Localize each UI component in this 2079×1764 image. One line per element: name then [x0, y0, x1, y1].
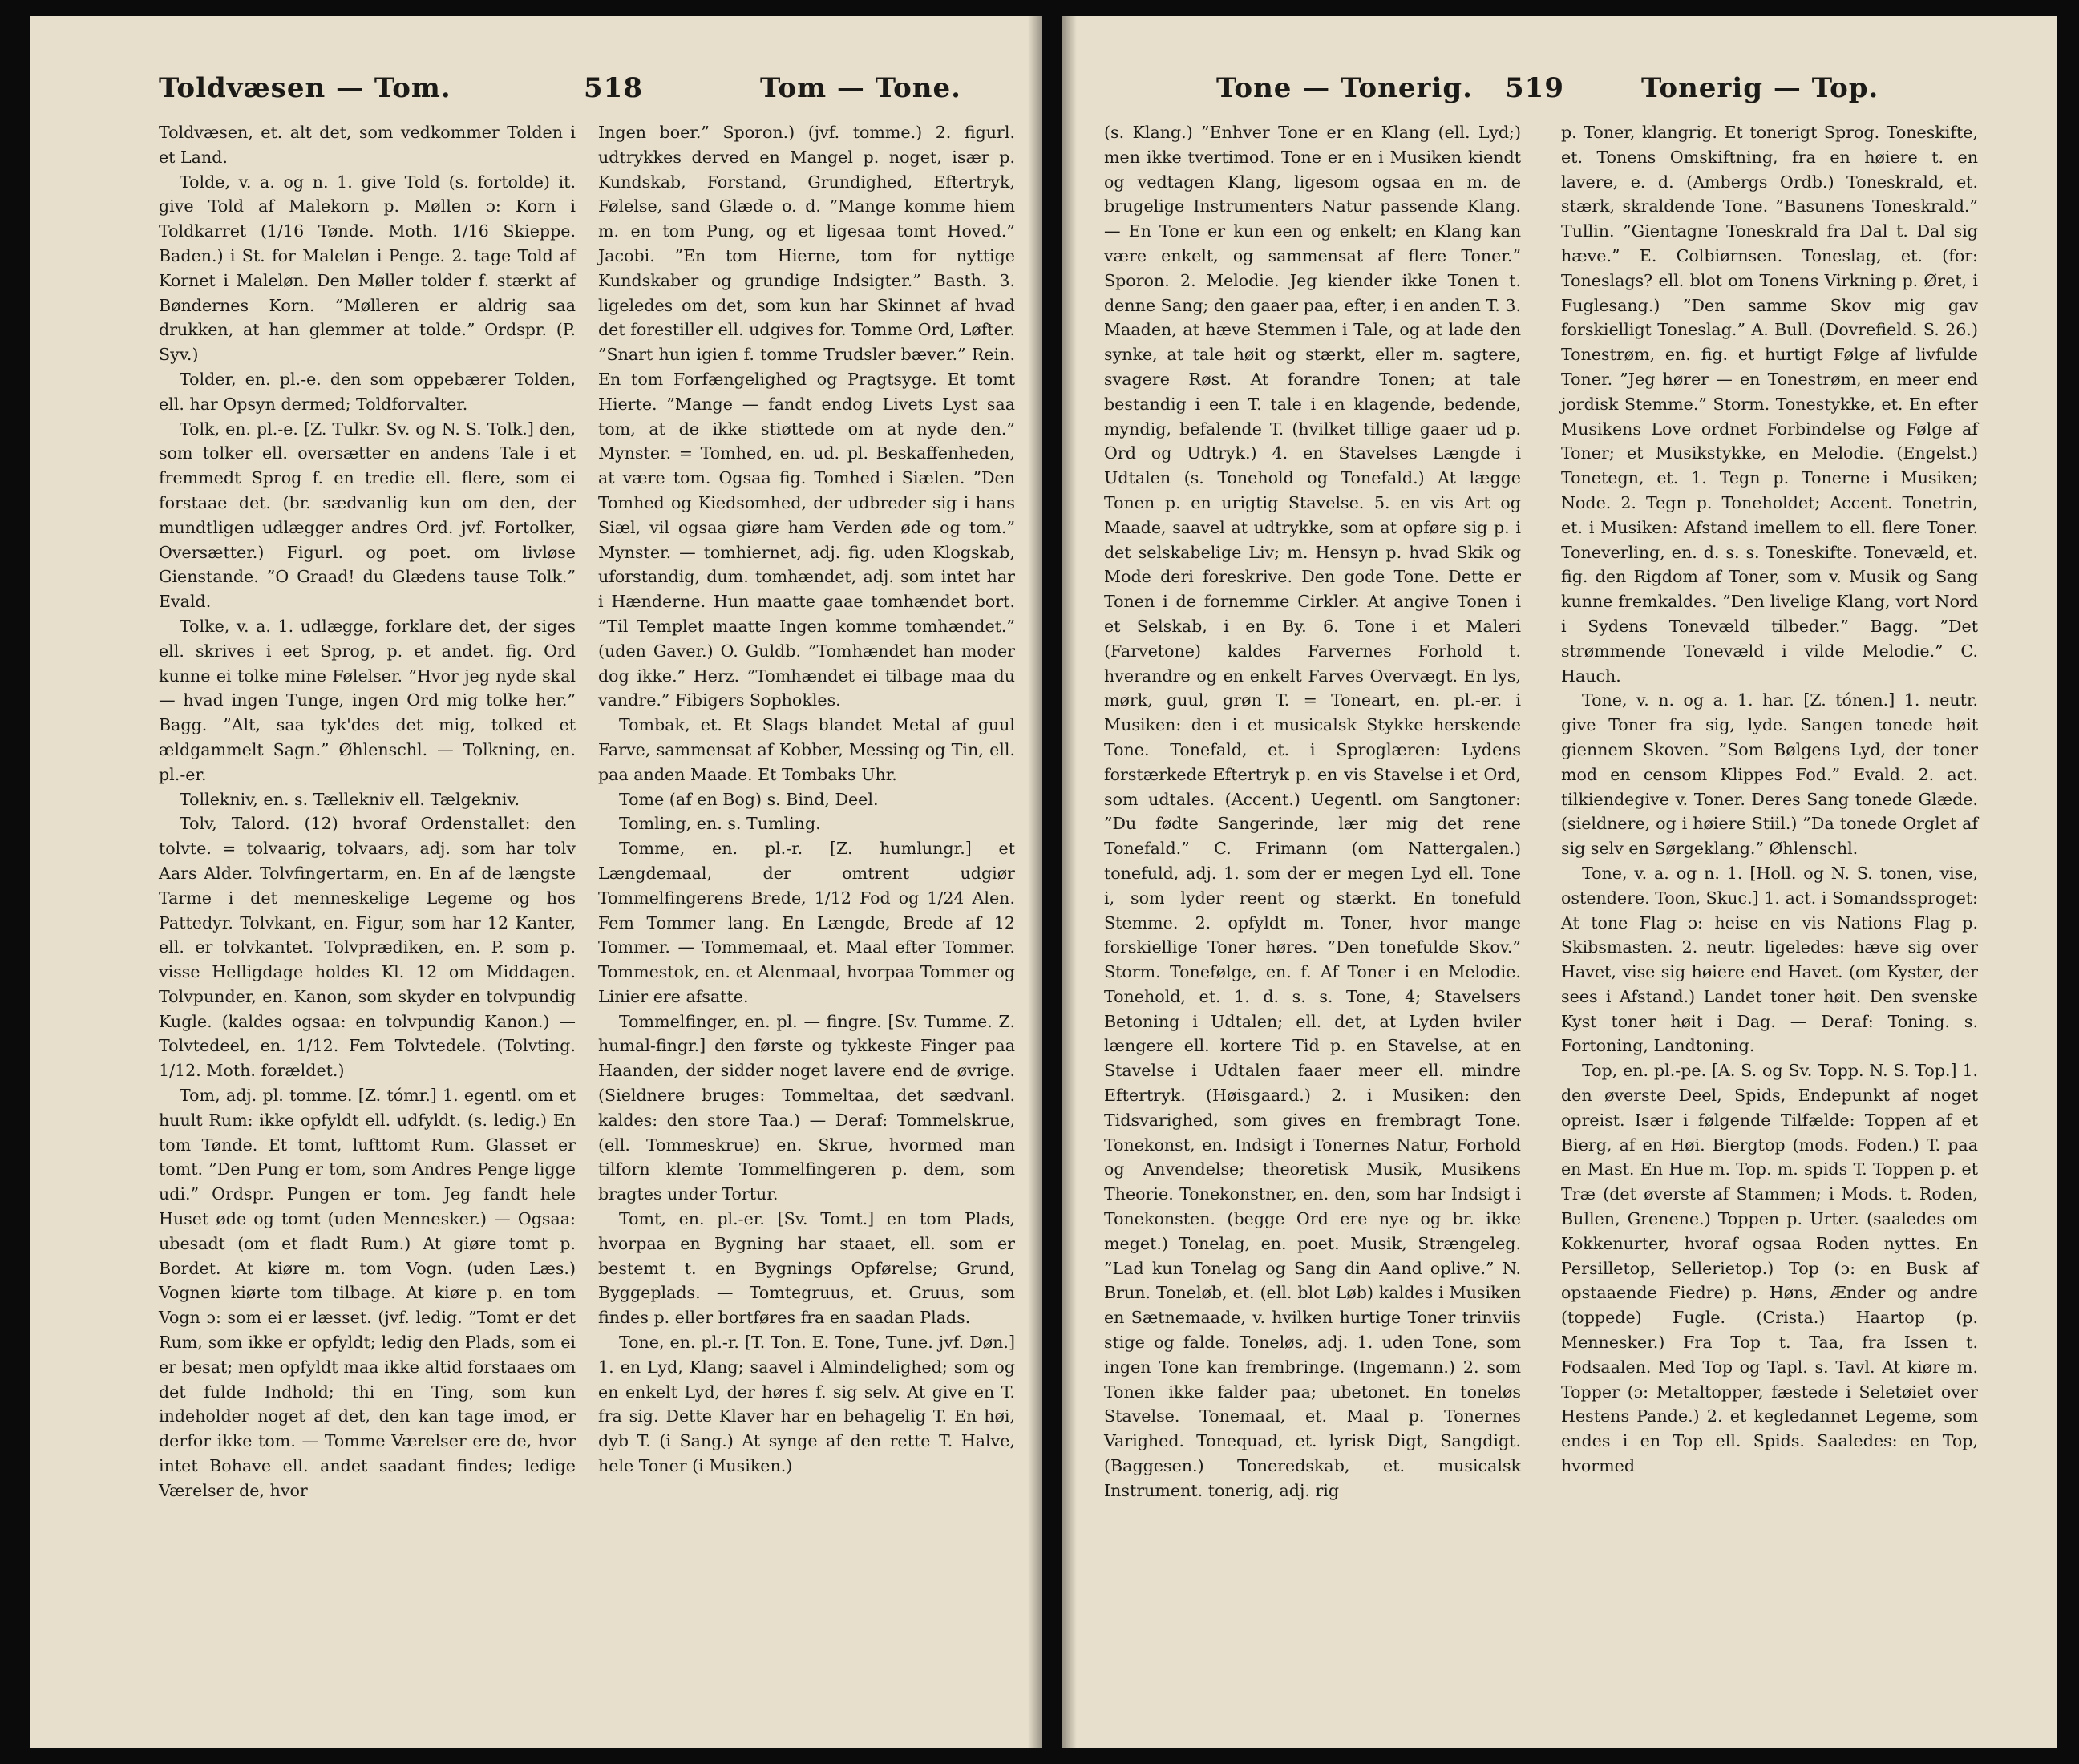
dictionary-entry: Tone, en. pl.-r. [T. Ton. E. Tone, Tune. jvf. Døn.] 1. en Lyd, Klang; saavel i Almindelighed; som og en enkelt Lyd, der høres f. sig selv. At give en T. fra sig. Dette Klaver har en behagelig T. En høi, dyb T. (i Sang.) At synge af den rette T. Halve, hele Toner (i Musiken.): [598, 1333, 1015, 1476]
dictionary-entry: Tommelfinger, en. pl. — fingre. [Sv. Tumme. Z. humal-fingr.] den første og tykkeste Finger paa Haanden, der sidder noget lavere end de øvrige. (Sieldnere bruges: Tommeltaa, det sædvanl. kaldes: den store Taa.) — Deraf: Tommelskrue, (ell. Tommeskrue) en. Skrue, hvormed man tilforn klemte Tommelfingeren p. dem, som bragtes under Tortur.: [598, 1011, 1015, 1204]
page-gutter-shadow: [1028, 16, 1042, 1748]
dictionary-entry: Tone, v. n. og a. 1. har. [Z. tónen.] 1. neutr. give Toner fra sig, lyde. Sangen tonede høit giennem Skoven. ”Som Bølgens Lyd, der toner mod en censom Klippes Fod.” Evald. 2. act. tilkiendegive v. Toner. Deres Sang tonede Glæde. (sieldnere, og i høiere Stiil.) ”Da tonede Orglet af sig selv en Sørgeklang.” Øhlenschl.: [1561, 690, 1978, 859]
dictionary-entry: Tomling, en. s. Tumling.: [619, 814, 821, 834]
dictionary-entry: Tolv, Talord. (12) hvoraf Ordenstallet: den tolvte. = tolvaarig, tolvaars, adj. som har tolv Aars Alder. Tolvfingertarm, en. En af de længste Tarme i det menneskelige Legeme og hos Pattedyr. Tolvkant, en. Figur, som har 12 Kanter, ell. er tolvkantet. Tolvprædiken, en. P. som p. visse Helligdage holdes Kl. 12 om Middagen. Tolvpunder, en. Kanon, som skyder en tolvpundig Kugle. (kaldes ogsaa: en tolvpundig Kanon.) — Tolvtedeel, en. 1/12. Fem Tolvtedele. (Tolvting. 1/12. Moth. forældet.): [159, 814, 576, 1081]
text-column-left: [159, 120, 576, 1503]
text-column-right: [1561, 120, 1978, 1479]
dictionary-entry: Tomme, en. pl.-r. [Z. humlungr.] et Længdemaal, der omtrent udgiør Tommelfingerens Brede, 1/12 Fod og 1/24 Alen. Fem Tommer lang. En Længde, Brede af 12 Tommer. — Tommemaal, et. Maal efter Tommer. Tommestok, en. et Alenmaal, hvorpaa Tommer og Linier ere afsatte.: [598, 839, 1015, 1006]
dictionary-entry: Tomt, en. pl.-er. [Sv. Tomt.] en tom Plads, hvorpaa en Bygning har staaet, ell. som er bestemt t. en Bygnings Opførelse; Grund, Byggeplads. — Tomtegruus, et. Gruus, som findes p. eller bortføres fra en saadan Plads.: [598, 1209, 1015, 1328]
header-left-guide-word: Tone — Tonerig.: [1216, 72, 1473, 104]
dictionary-entry: Tone, v. a. og n. 1. [Holl. og N. S. tonen, vise, ostendere. Toon, Skuc.] 1. act. i Somandssproget: At tone Flag ɔ: heise en vis Nations Flag p. Skibsmasten. 2. neutr. ligeledes: hæve sig over Havet, vise sig høiere end Havet. (om Kyster, der sees i Afstand.) Landet toner høit. Den svenske Kyst toner høit i Dag. — Deraf: Toning. s. Fortoning, Landtoning.: [1561, 863, 1978, 1056]
dictionary-entry: Tolde, v. a. og n. 1. give Told (s. fortolde) it. give Told af Malekorn p. Møllen ɔ: Korn i Toldkarret (1/16 Tønde. Moth. 1/16 Skieppe. Baden.) i St. for Maleløn i Penge. 2. tage Told af Kornet i Maleløn. Den Møller tolder f. stærkt af Bøndernes Korn. ”Mølleren er aldrig saa drukken, at han glemmer at tolde.” Ordspr. (P. Syv.): [159, 172, 576, 365]
dictionary-entry: Tolder, en. pl.-e. den som oppebærer Tolden, ell. har Opsyn dermed; Toldforvalter.: [159, 369, 576, 414]
page-gutter-shadow: [1062, 16, 1077, 1748]
dictionary-entry: Top, en. pl.-pe. [A. S. og Sv. Topp. N. S. Top.] 1. den øverste Deel, Spids, Endepunkt af noget opreist. Især i følgende Tilfælde: Toppen af et Bierg, af en Høi. Biergtop (mods. Foden.) T. paa en Mast. En Hue m. Top. m. spids T. Toppen p. et Træ (det øverste af Stammen; i Mods. t. Roden, Bullen, Grenene.) Toppen p. Urter. (saaledes om Kokkenurter, hvoraf ogsaa Roden nyttes. En Persilletop, Sellerietop.) Top (ɔ: en Busk af opstaaende Fiedre) p. Høns, Ænder og andre (toppede) Fugle. (Crista.) Haartop (p. Mennesker.) Fra Top t. Taa, fra Issen t. Fodsaalen. Med Top og Tapl. s. Tavl. At kiøre m. Topper (ɔ: Metaltopper, fæstede i Seletøiet over Hestens Pande.) 2. et kegledannet Legeme, som endes i en Top ell. Spids. Saaledes: en Top, hvormed: [1561, 1061, 1978, 1476]
dictionary-entry: Tom, adj. pl. tomme. [Z. tómr.] 1. egentl. om et huult Rum: ikke opfyldt ell. udfyldt. (s. ledig.) En tom Tønde. Et tomt, lufttomt Rum. Glasset er tomt. ”Den Pung er tom, som Andres Penge ligge udi.” Ordspr. Pungen er tom. Jeg fandt hele Huset øde og tomt (uden Mennesker.) — Ogsaa: ubesadt (om et fladt Rum.) At giøre tomt p. Bordet. At kiøre m. tom Vogn. (uden Læs.) Vognen kiørte tom tilbage. At kiøre p. en tom Vogn ɔ: som ei er læsset. (jvf. ledig. ”Tomt er det Rum, som ikke er opfyldt; ledig den Plads, som ei er besat; men opfyldt maa ikke altid forstaaes om det fulde Indhold; thi en Ting, som kun indeholder noget af det, den kan tage imod, er derfor ikke tom. — Tomme Værelser ere de, hvor intet Bohave ell. andet saadant findes; ledige Værelser de, hvor: [159, 1086, 576, 1500]
text-columns: [135, 120, 1015, 1684]
page-number: 519: [1505, 72, 1564, 104]
dictionary-entry: (s. Klang.) ”Enhver Tone er en Klang (ell. Lyd;) men ikke tvertimod. Tone er en i Musiken kiendt og vedtagen Klang, ligesom ogsaa en m. de brugelige Instrumenters Natur passende Klang. — En Tone er kun een og enkelt; en Klang kan være enkelt, og sammensat af flere Toner.” Sporon. 2. Melodie. Jeg kiender ikke Tonen t. denne Sang; den gaaer paa, efter, i en anden T. 3. Maaden, at hæve Stemmen i Tale, og at lade den synke, at tale høit og stærkt, eller m. sagtere, svagere Røst. At forandre Tonen; at tale bestandig i een T. tale i en klagende, bedende, myndig, befalende T. (hvilket tillige gaaer ud p. Ord og Udtryk.) 4. en Stavelses Længde i Udtalen (s. Tonehold og Tonefald.) At lægge Tonen p. en urigtig Stavelse. 5. en vis Art og Maade, saavel at udtrykke, som at opføre sig p. i det selskabelige Liv; m. Hensyn p. hvad Skik og Mode deri foreskrive. Den gode Tone. Dette er Tonen i de fornemme Cirkler. At angive Tonen i et Selskab, i en By. 6. Tone i et Maleri (Farvetone) kaldes Farvernes Forhold t. hverandre og en enkelt Farves Overvægt. En lys, mørk, guul, grøn T. = Toneart, en. pl.-er. i Musiken: den i et musicalsk Stykke herskende Tone. Tonefald, et. i Sproglæren: Lydens forstærkede Eftertryk p. en vis Stavelse i et Ord, som udtales. (Accent.) Uegentl. om Sangtoner: ”Du fødte Sangerinde, lær mig det rene Tonefald.” C. Frimann (om Nattergalen.) tonefuld, adj. 1. som der er megen Lyd ell. Tone i, som lyder reent og stærkt. En tonefuld Stemme. 2. opfyldt m. Toner, hvor mange forskiellige Toner høres. ”Den tonefulde Skov.” Storm. Tonefølge, en. f. Af Toner i en Melodie. Tonehold, et. 1. d. s. s. Tone, 4; Stavelsers Betoning i Udtalen; ell. det, at Lyden hviler længere ell. kortere Tid p. en Stavelse, at en Stavelse i Udtalen faaer meer ell. mindre Eftertryk. (Høisgaard.) 2. i Musiken: den Tidsvarighed, som gives en frembragt Tone. Tonekonst, en. Indsigt i Tonernes Natur, Forhold og Anvendelse; theoretisk Musik, Musikens Theorie. Tonekonstner, en. den, som har Indsigt i Tonekonsten. (begge Ord ere nye og br. ikke meget.) Tonelag, en. poet. Musik, Strængeleg. ”Lad kun Tonelag og Sang din Aand oplive.” N. Brun. Toneløb, et. (ell. blot Løb) kaldes i Musiken en Sætnemaade, v. hvilken hurtige Toner trinviis stige og falde. Toneløs, adj. 1. uden Tone, som ingen Tone kan frembringe. (Ingemann.) 2. som Tonen ikke falder paa; ubetonet. En toneløs Stavelse. Tonemaal, et. Maal p. Tonernes Varighed. Tonequad, et. lyrisk Digt, Sangdigt. (Baggesen.) Toneredskab, et. musicalsk Instrument. tonerig, adj. rig: [1104, 123, 1521, 1500]
dictionary-entry: p. Toner, klangrig. Et tonerigt Sprog. Toneskifte, et. Tonens Omskiftning, fra en høiere t. en lavere, e. d. (Ambergs Ordb.) Toneskrald, et. stærk, skraldende Tone. ”Basunens Toneskrald.” Tullin. ”Gientagne Toneskrald fra Dal t. Dal sig hæve.” E. Colbiørnsen. Toneslag, et. (for: Toneslags? ell. blot om Tonens Virkning p. Øret, i Fuglesang.) ”Den samme Skov mig gav forskielligt Toneslag.” A. Bull. (Dovrefield. S. 26.) Tonestrøm, en. fig. et hurtigt Følge af livfulde Toner. ”Jeg hører — en Tonestrøm, en meer end jordisk Stemme.” Storm. Tonestykke, et. En efter Musikens Love ordnet Forbindelse og Følge af Toner; et Musikstykke, en Melodie. (Engelst.) Tonetegn, et. 1. Tegn p. Tonerne i Musiken; Node. 2. Tegn p. Toneholdet; Accent. Tonetrin, et. i Musiken: Afstand imellem to ell. flere Toner. Toneverling, en. d. s. s. Toneskifte. Tonevæld, et. fig. den Rigdom af Toner, som v. Musik og Sang kunne fremkaldes. ”Den livelige Klang, vort Nord i Sydens Tonevæld tilbeder.” Bagg. ”Det strømmende Tonevæld i vilde Melodie.” C. Hauch.: [1561, 123, 1978, 686]
dictionary-entry: Ingen boer.” Sporon.) (jvf. tomme.) 2. figurl. udtrykkes derved en Mangel p. noget, især p. Kundskab, Forstand, Grundighed, Eftertryk, Følelse, sand Glæde o. d. ”Mange komme hiem m. en tom Pung, og et ligesaa tomt Hoved.” Jacobi. ”En tom Hierne, tom for nyttige Kundskaber og grundige Indsigter.” Basth. 3. ligeledes om det, som kun har Skinnet af hvad det forestiller ell. udgives for. Tomme Ord, Løfter. ”Snart hun igien f. tomme Trudsler bæver.” Rein. En tom Forfængelighed og Pragtsyge. Et tomt Hierte. ”Mange — fandt endog Livets Lyst saa tom, at de ikke stiøttede om at nyde den.” Mynster. = Tomhed, en. ud. pl. Beskaffenheden, at være tom. Ogsaa fig. Tomhed i Siælen. ”Den Tomhed og Kiedsomhed, der udbreder sig i hans Siæl, vil ogsaa giøre ham Verden øde og tom.” Mynster. — tomhiernet, adj. fig. uden Klogskab, uforstandig, dum. tomhændet, adj. som intet har i Hænderne. Hun maatte gaae tomhændet bort. ”Til Templet maatte Ingen komme tomhændet.” (uden Gaver.) O. Guldb. ”Tomhændet han moder dog ikke.” Herz. ”Tomhændet ei tilbage maa du vandre.” Fibigers Sophokles.: [598, 123, 1015, 710]
page-header: [1080, 64, 2016, 120]
right-page: [1062, 16, 2057, 1748]
text-column-right: [598, 120, 1015, 1479]
page-number: 518: [584, 72, 643, 104]
page-header: [135, 64, 1010, 120]
dictionary-entry: Tolke, v. a. 1. udlægge, forklare det, der siges ell. skrives i eet Sprog, p. et andet. fig. Ord kunne ei tolke mine Følelser. ”Hvor jeg nyde skal — hvad ingen Tunge, ingen Ord mig tolke her.” Bagg. ”Alt, saa tyk'des det mig, tolked et ældgammelt Sagn.” Øhlenschl. — Tolkning, en. pl.-er.: [159, 616, 576, 784]
dictionary-entry: Tolk, en. pl.-e. [Z. Tulkr. Sv. og N. S. Tolk.] den, som tolker ell. oversætter en andens Tale i et fremmedt Sprog f. en tredie ell. flere, som ei forstaae det. (br. sædvanlig kun om den, der mundtligen udlægger andres Ord. jvf. Fortolker, Oversætter.) Figurl. og poet. om livløse Gienstande. ”O Graad! du Glædens tause Tolk.” Evald.: [159, 419, 576, 612]
text-columns: [1080, 120, 2016, 1684]
header-right-guide-word: Tom — Tone.: [760, 72, 961, 104]
dictionary-entry: Tollekniv, en. s. Tællekniv ell. Tælgekniv.: [180, 789, 520, 809]
header-right-guide-word: Tonerig — Top.: [1641, 72, 1879, 104]
text-column-left: [1104, 120, 1521, 1503]
dictionary-entry: Tombak, et. Et Slags blandet Metal af guul Farve, sammensat af Kobber, Messing og Tin, ell. paa anden Maade. Et Tombaks Uhr.: [598, 715, 1015, 784]
header-left-guide-word: Toldvæsen — Tom.: [159, 72, 451, 104]
dictionary-entry: Toldvæsen, et. alt det, som vedkommer Tolden i et Land.: [159, 123, 576, 167]
dictionary-entry: Tome (af en Bog) s. Bind, Deel.: [619, 789, 879, 809]
left-page: [30, 16, 1042, 1748]
